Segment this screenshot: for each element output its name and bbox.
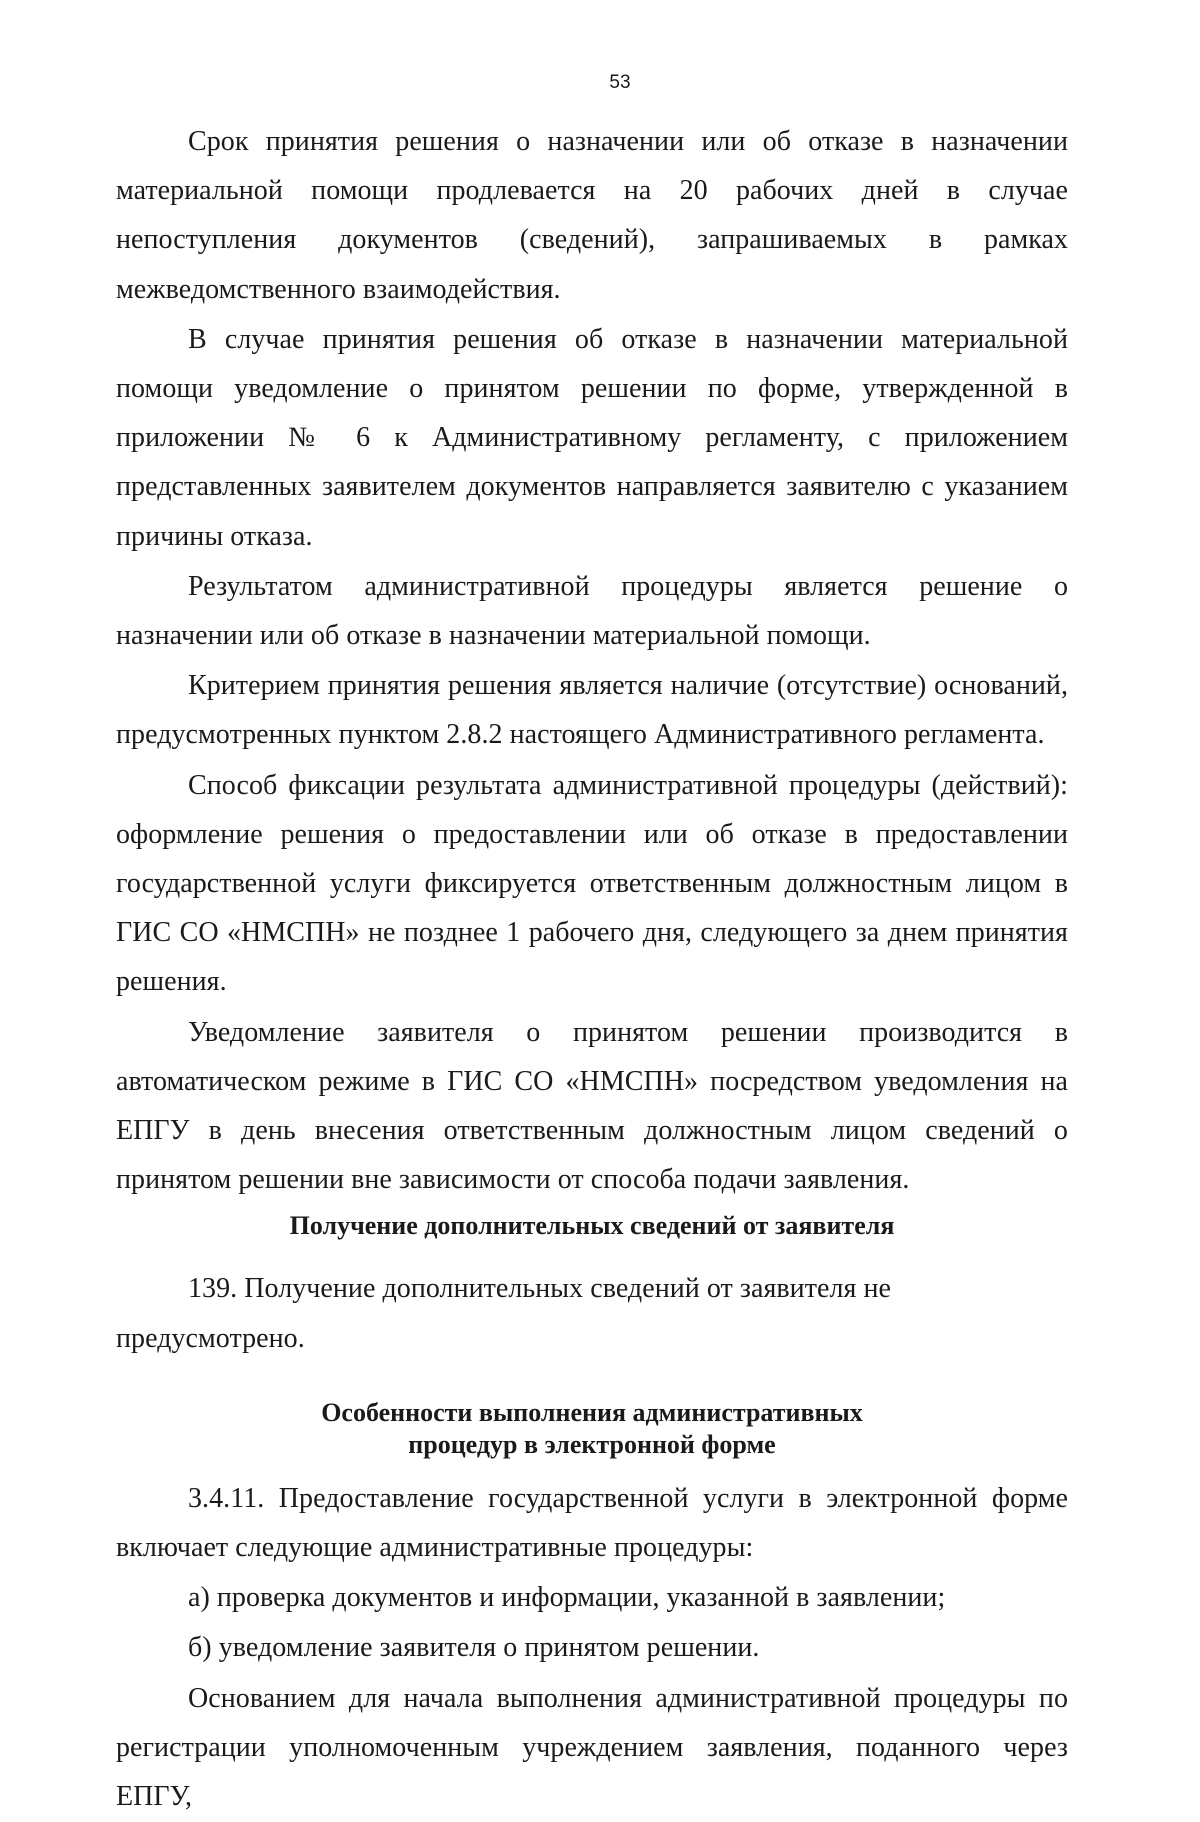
document-body (116, 117, 1068, 1822)
list-item-b: б) уведомление заявителя о принятом решении. (188, 1632, 760, 1664)
paragraph-registration-basis: Основанием для начала выполнения административной процедуры по регистрации уполномоченным учреждением заявления, поданного через ЕПГУ, (116, 1682, 1068, 1813)
section-heading-additional-info: Получение дополнительных сведений от заявителя (289, 1211, 895, 1241)
heading-line-1: Особенности выполнения административных (321, 1397, 863, 1427)
paragraph-applicant-notification: Уведомление заявителя о принятом решении производится в автоматическом режиме в ГИС СО «НМСПН» посредством уведомления на ЕПГУ в день внесения ответственным должностным лицом сведений о принятом решении вне зависимости от способа подачи заявления. (116, 1016, 1068, 1196)
paragraph-3-4-11: 3.4.11. Предоставление государственной услуги в электронной форме включает следующие административные процедуры: (116, 1482, 1068, 1564)
page-number: 53 (609, 72, 631, 93)
list-item-a: а) проверка документов и информации, указанной в заявлении; (188, 1582, 946, 1614)
paragraph-result-recording: Способ фиксации результата административной процедуры (действий): оформление решения о предоставлении или об отказе в предоставлении государственной услуги фиксируется ответственным должностным лицом в ГИС СО «НМСПН» не позднее 1 рабочего дня, следующего за днем принятия решения. (116, 769, 1068, 998)
paragraph-decision-criteria: Критерием принятия решения является наличие (отсутствие) оснований, предусмотренных пунктом 2.8.2 настоящего Административного регламента. (116, 670, 1068, 751)
paragraph-decision-deadline: Срок принятия решения о назначении или об отказе в назначении материальной помощи продлевается на 20 рабочих дней в случае непоступления документов (сведений), запрашиваемых в рамках межведомственного взаимодействия. (116, 126, 1068, 305)
paragraph-refusal-notice: В случае принятия решения об отказе в назначении материальной помощи уведомление о принятом решении по форме, утвержденной в приложении № 6 к Административному регламенту, с приложением представленных заявителем документов направляется заявителю с указанием причины отказа. (116, 323, 1068, 552)
paragraph-139: 139. Получение дополнительных сведений от заявителя не предусмотрено. (116, 1273, 891, 1354)
heading-line-2: процедур в электронной форме (408, 1429, 776, 1459)
paragraph-procedure-result: Результатом административной процедуры является решение о назначении или об отказе в назначении материальной помощи. (116, 570, 1068, 652)
section-heading-electronic-procedures (116, 1397, 1068, 1461)
